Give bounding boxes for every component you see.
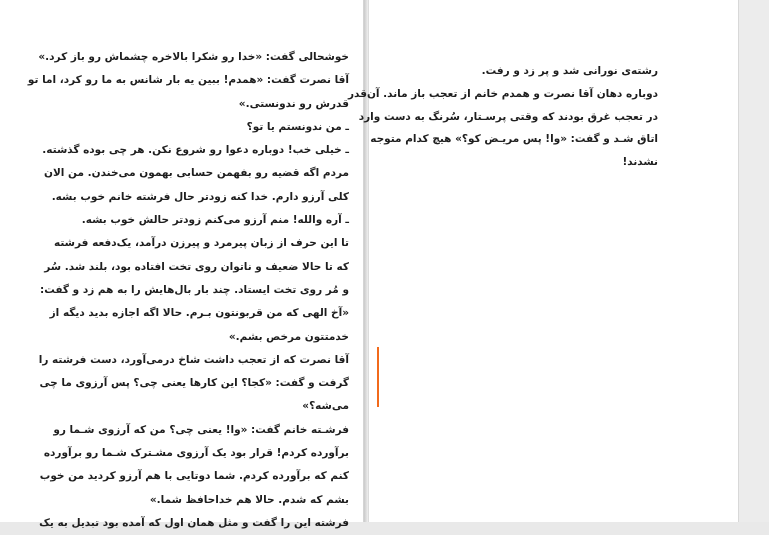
text-line: قدرش رو ندونستی.» — [238, 97, 349, 110]
text-line: که تا حالا ضعیف و ناتوان روی تخت افتاده بود، بلند شد. سُر — [44, 260, 349, 273]
text-line: ـ خیلی خب! دوباره دعوا رو شروع نکن. هر چی بوده گذشته. — [42, 144, 349, 157]
left-page-text — [27, 46, 349, 535]
text-line: «آخ الهی که من قربونتون بـرم. حالا اگه اجازه بدید دیگه از — [49, 307, 349, 320]
text-line: رشته‌ی نورانی شد و پر زد و رفت. — [481, 65, 658, 77]
text-line: آقا نصرت گفت: «همدم! ببین یه بار شانس به ما رو کرد، اما تو — [27, 74, 349, 87]
text-line: دوباره دهان آقا نصرت و همدم خانم از تعجب باز ماند. آن‌قدر — [347, 87, 658, 100]
left-page — [0, 0, 364, 529]
text-line: تا این حرف از زبان پیرمرد و پیرزن درآمد، یک‌دفعه فرشته — [54, 237, 349, 250]
text-line: مردم اگه قضیه رو بفهمن حسابی بهمون می‌خندن. من الان — [44, 167, 349, 180]
text-line: کنم که برآورده کردم. شما دوتایی با هم آرزو کردید من خوب — [39, 470, 349, 483]
text-line: می‌شه؟» — [302, 400, 349, 413]
right-page-text — [347, 60, 658, 174]
text-line: گرفت و گفت: «کجا؟ این کارها یعنی چی؟ پس آرزوی ما چی — [39, 377, 349, 390]
text-line: فرشـته خانم گفت: «وا! یعنی چی؟ من که آرزوی شـما رو — [53, 423, 349, 436]
text-line: فرشته این را گفت و مثل همان اول که آمده بود تبدیل به یک — [39, 516, 349, 529]
text-line: آقا نصرت که از تعجب داشت شاخ درمی‌آورد، دست فرشته را — [38, 353, 349, 366]
text-line: برآورده کردم! قرار بود یک آرزوی مشـترک شـما رو برآورده — [43, 447, 349, 460]
text-line: و مُر روی تخت ایستاد. چند بار بال‌هایش را به هم زد و گفت: — [40, 283, 349, 296]
viewer-edge — [738, 0, 769, 522]
text-line: اتاق شـد و گفت: «وا! پس مریـض کو؟» هیچ کدام متوجه — [370, 133, 658, 146]
text-line: در تعجب غرق بودند که وقتی پرسـتار، سُرنگ به دست وارد — [358, 110, 658, 123]
text-line: ـ آره والله! منم آرزو می‌کنم زودتر حالش خوب بشه. — [81, 214, 349, 227]
page-edge-marker — [377, 347, 379, 407]
text-line: خدمتتون مرخص بشم.» — [228, 330, 349, 343]
text-line: ـ من ندونستم یا تو؟ — [246, 120, 349, 133]
text-line: نشدند! — [622, 156, 658, 169]
text-line: کلی آرزو دارم. خدا کنه زودتر حال فرشته خانم خوب بشه. — [51, 190, 349, 203]
text-line: بشم که شدم. حالا هم خداحافظ شما.» — [149, 493, 349, 506]
text-line: خوشحالی گفت: «خدا رو شکرا بالاخره چشماش رو باز کرد.» — [38, 51, 349, 63]
